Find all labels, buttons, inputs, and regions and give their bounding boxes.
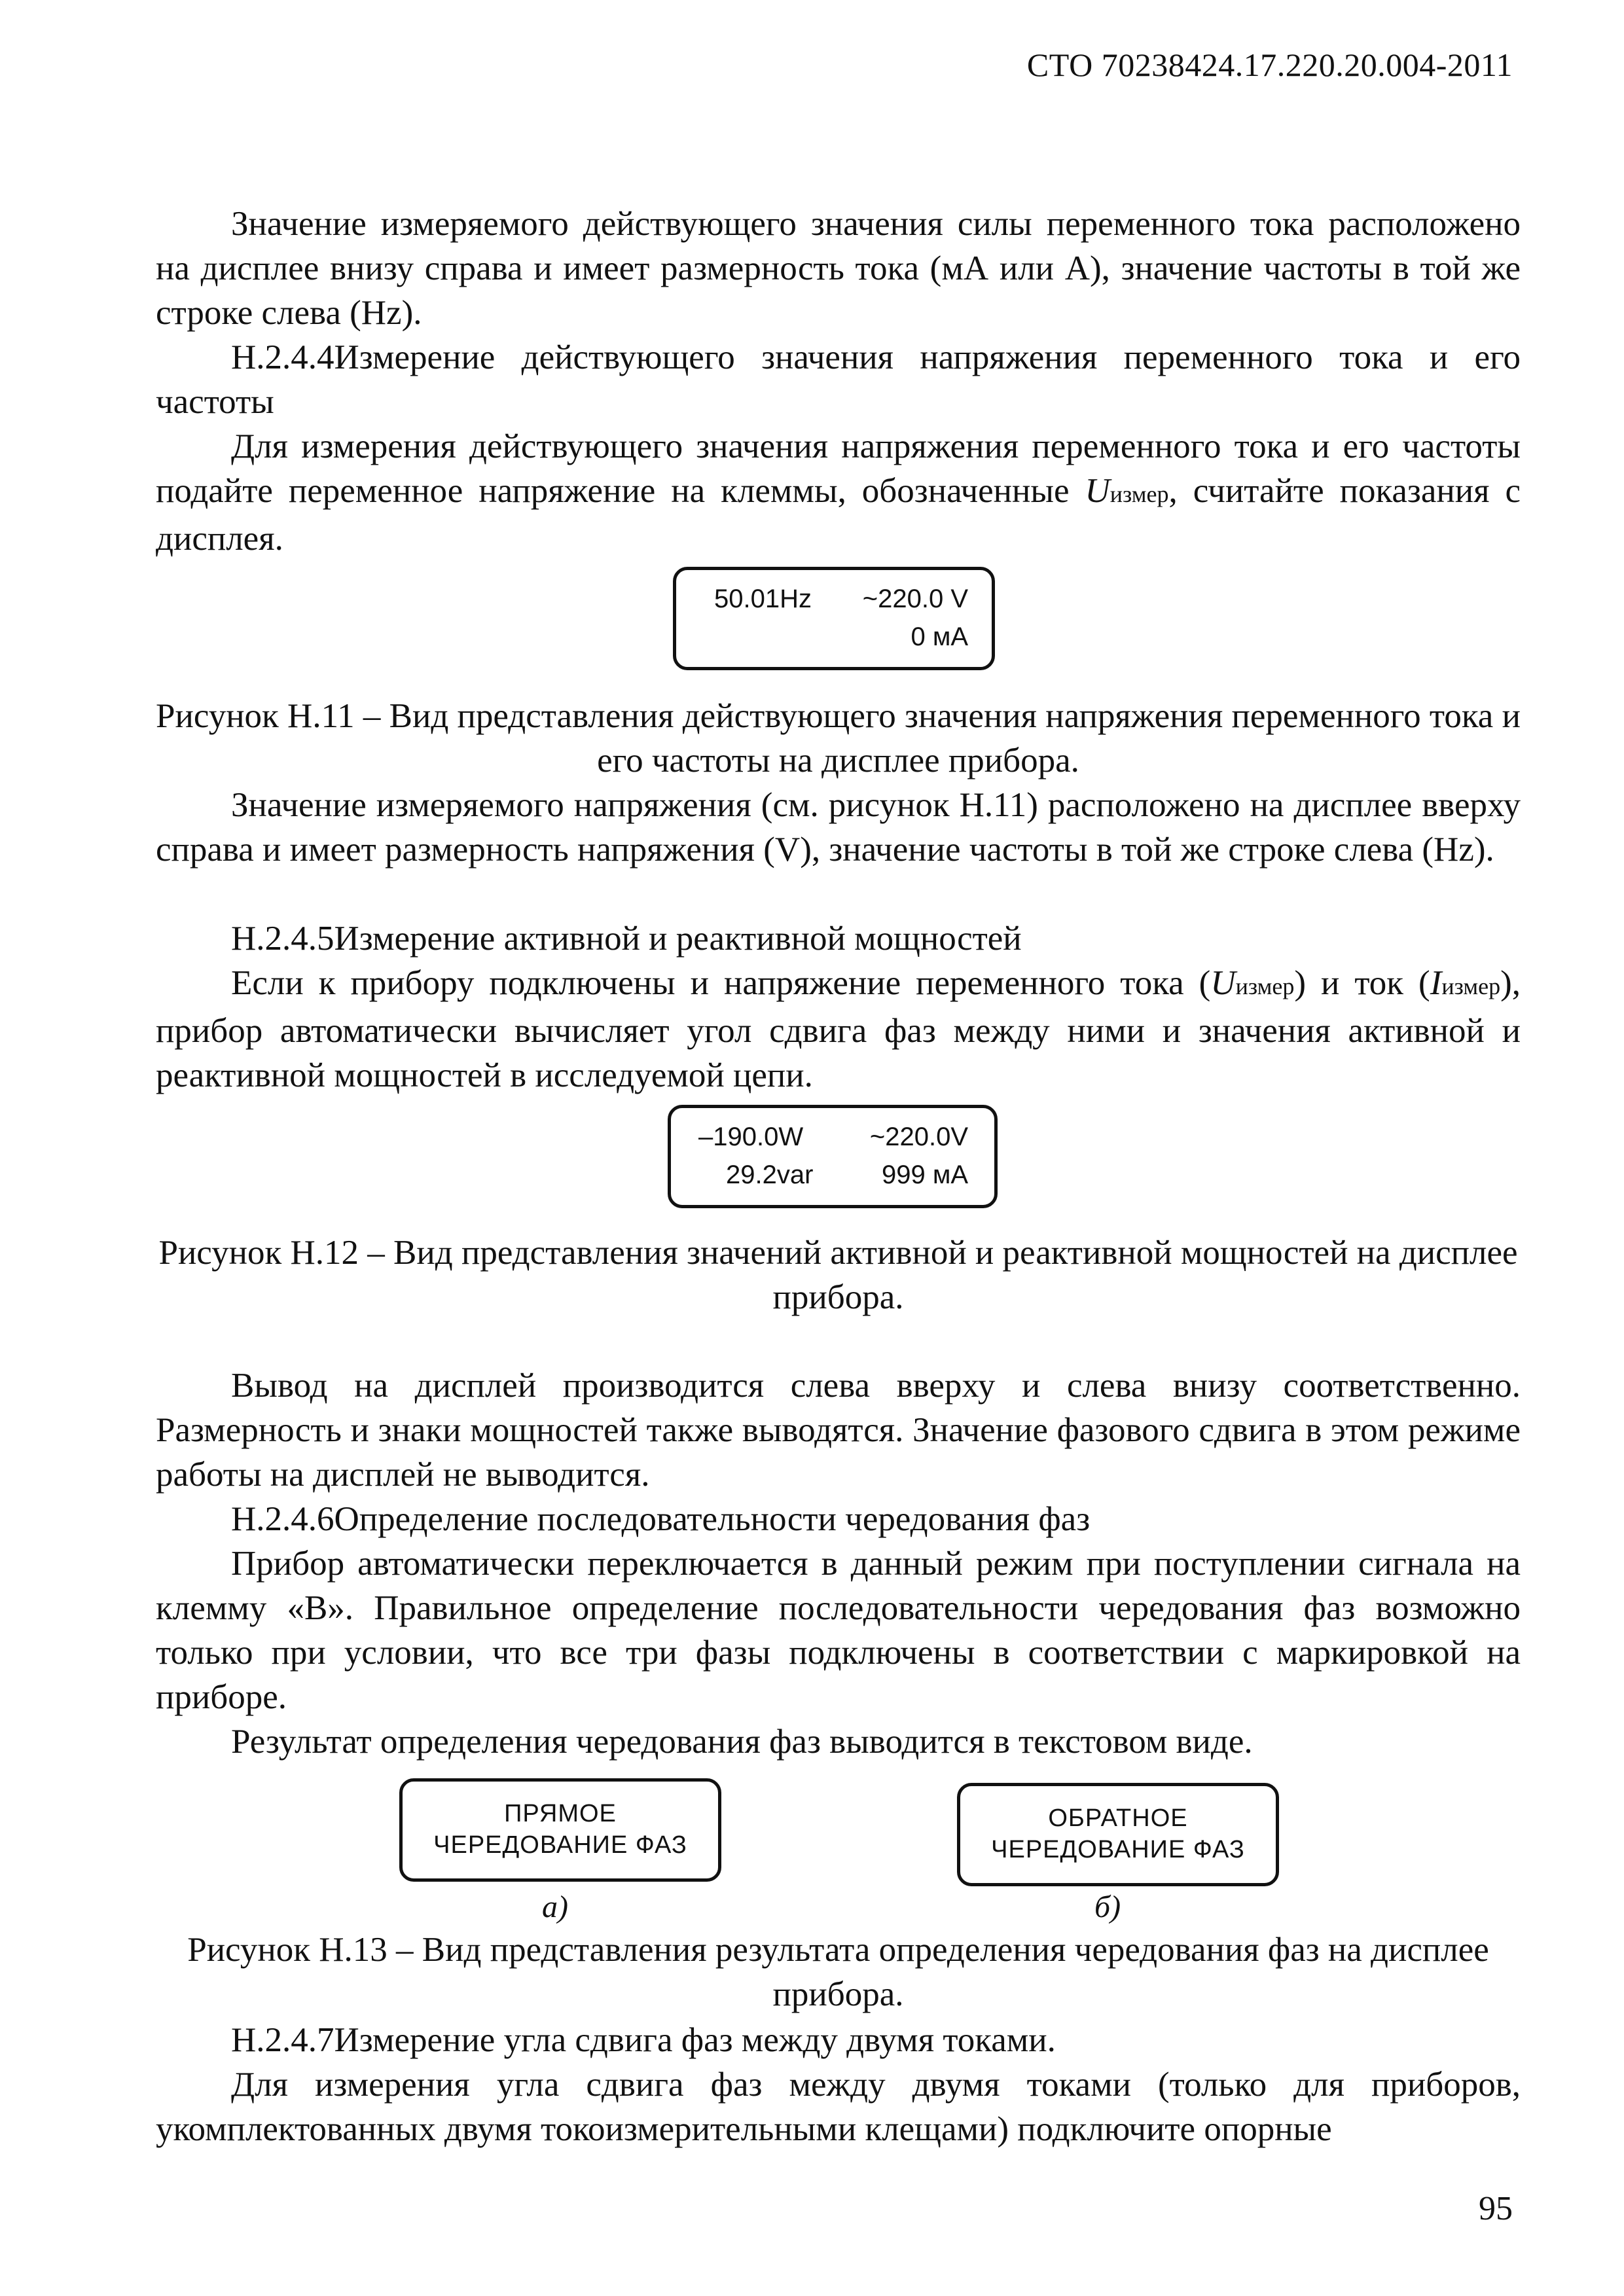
display-figure-n13b [957, 1783, 1279, 1886]
text-run: ) и ток ( [1294, 964, 1430, 1002]
page-number: 95 [1479, 2190, 1513, 2227]
paragraph-phase-sequence: Прибор автоматически переключается в данный режим при поступлении сигнала на клемму «В». Правильное определение последовательности чередования фаз возможно только при условии, что все три фазы подключены в соответствии с маркировкой на приборе. [156, 1545, 1521, 1716]
section-title: Измерение действующего значения напряжения переменного тока и его частоты [156, 338, 1521, 421]
paragraph-power-measure [156, 961, 1521, 1098]
paragraph-phase-result: Результат определения чередования фаз выводится в текстовом виде. [231, 1723, 1253, 1761]
display-figure-n13a [399, 1778, 721, 1882]
subscript: измер [1235, 973, 1295, 999]
section-number: Н.2.4.5 [231, 920, 334, 958]
display-line-2: ЧЕРЕДОВАНИЕ ФАЗ [991, 1836, 1245, 1863]
section-heading-phase-sequence [156, 1497, 1521, 1541]
figure-caption-n12: Рисунок Н.12 – Вид представления значений активной и реактивной мощностей на дисплее прибора. [158, 1234, 1518, 1316]
figure-caption-n11: Рисунок Н.11 – Вид представления действующего значения напряжения переменного тока и его частоты на дисплее прибора. [156, 697, 1521, 780]
subscript: измер [1110, 481, 1169, 507]
section-title: Определение последовательности чередования фаз [334, 1500, 1091, 1538]
display-voltage: ~220.0 V [862, 584, 968, 613]
display-figure-n11 [673, 567, 995, 670]
paragraph-voltage-measure [156, 424, 1521, 561]
display-line-1: ОБРАТНОЕ [1048, 1804, 1188, 1832]
subfigure-label-b: б) [1094, 1890, 1121, 1924]
section-title: Измерение активной и реактивной мощностей [334, 920, 1022, 958]
section-number: Н.2.4.6 [231, 1500, 334, 1538]
text-run: Если к прибору подключены и напряжение переменного тока ( [231, 964, 1211, 1002]
subfigure-label-a: а) [542, 1890, 568, 1924]
symbol-i: I [1430, 964, 1442, 1002]
display-active-power: –190.0W [698, 1122, 804, 1151]
text-run: Для измерения действующего значения напряжения переменного тока и его частоты подайте переменное напряжение на клеммы, обозначенные [156, 427, 1521, 510]
display-reactive-power: 29.2var [726, 1160, 814, 1189]
section-title: Измерение угла сдвига фаз между двумя токами. [334, 2021, 1056, 2059]
display-current: 0 мА [911, 622, 968, 651]
section-heading-phase-angle [156, 2018, 1521, 2062]
paragraph-voltage-display: Значение измеряемого напряжения (см. рисунок Н.11) расположено на дисплее вверху справа и имеет размерность напряжения (V), значение частоты в той же строке слева (Hz). [156, 786, 1521, 869]
figure-caption-n13: Рисунок Н.13 – Вид представления результата определения чередования фаз на дисплее прибора. [187, 1931, 1489, 2013]
section-number: Н.2.4.4 [231, 338, 334, 376]
paragraph-phase-angle: Для измерения угла сдвига фаз между двумя токами (только для приборов, укомплектованных двумя токоизмерительными клещами) подключите опорные [156, 2066, 1521, 2148]
document-header: СТО 70238424.17.220.20.004-2011 [1026, 46, 1513, 83]
display-current: 999 мА [881, 1160, 968, 1189]
display-voltage: ~220.0V [869, 1122, 968, 1151]
paragraph-power-output: Вывод на дисплей производится слева вверху и слева внизу соответственно. Размерность и знаки мощностей также выводятся. Значение фазового сдвига в этом режиме работы на дисплей не выводится. [156, 1367, 1521, 1494]
symbol-u: U [1085, 472, 1110, 510]
display-line-1: ПРЯМОЕ [504, 1800, 617, 1827]
section-heading-power [156, 916, 1521, 961]
display-line-2: ЧЕРЕДОВАНИЕ ФАЗ [433, 1831, 687, 1859]
subscript: измер [1441, 973, 1501, 999]
display-figure-n12 [668, 1105, 998, 1208]
paragraph-current-value: Значение измеряемого действующего значения силы переменного тока расположено на дисплее внизу справа и имеет размерность тока (мА или А), значение частоты в той же строке слева (Hz). [156, 205, 1521, 332]
section-heading-voltage [156, 335, 1521, 424]
display-frequency: 50.01Hz [714, 584, 812, 613]
text-run: ), прибор автоматически вычисляет угол сдвига фаз между ними и значения активной и реактивной мощностей в исследуемой цепи. [156, 964, 1521, 1094]
text-run: , считайте показания с дисплея. [156, 472, 1521, 558]
section-number: Н.2.4.7 [231, 2021, 334, 2059]
symbol-u: U [1210, 964, 1236, 1002]
